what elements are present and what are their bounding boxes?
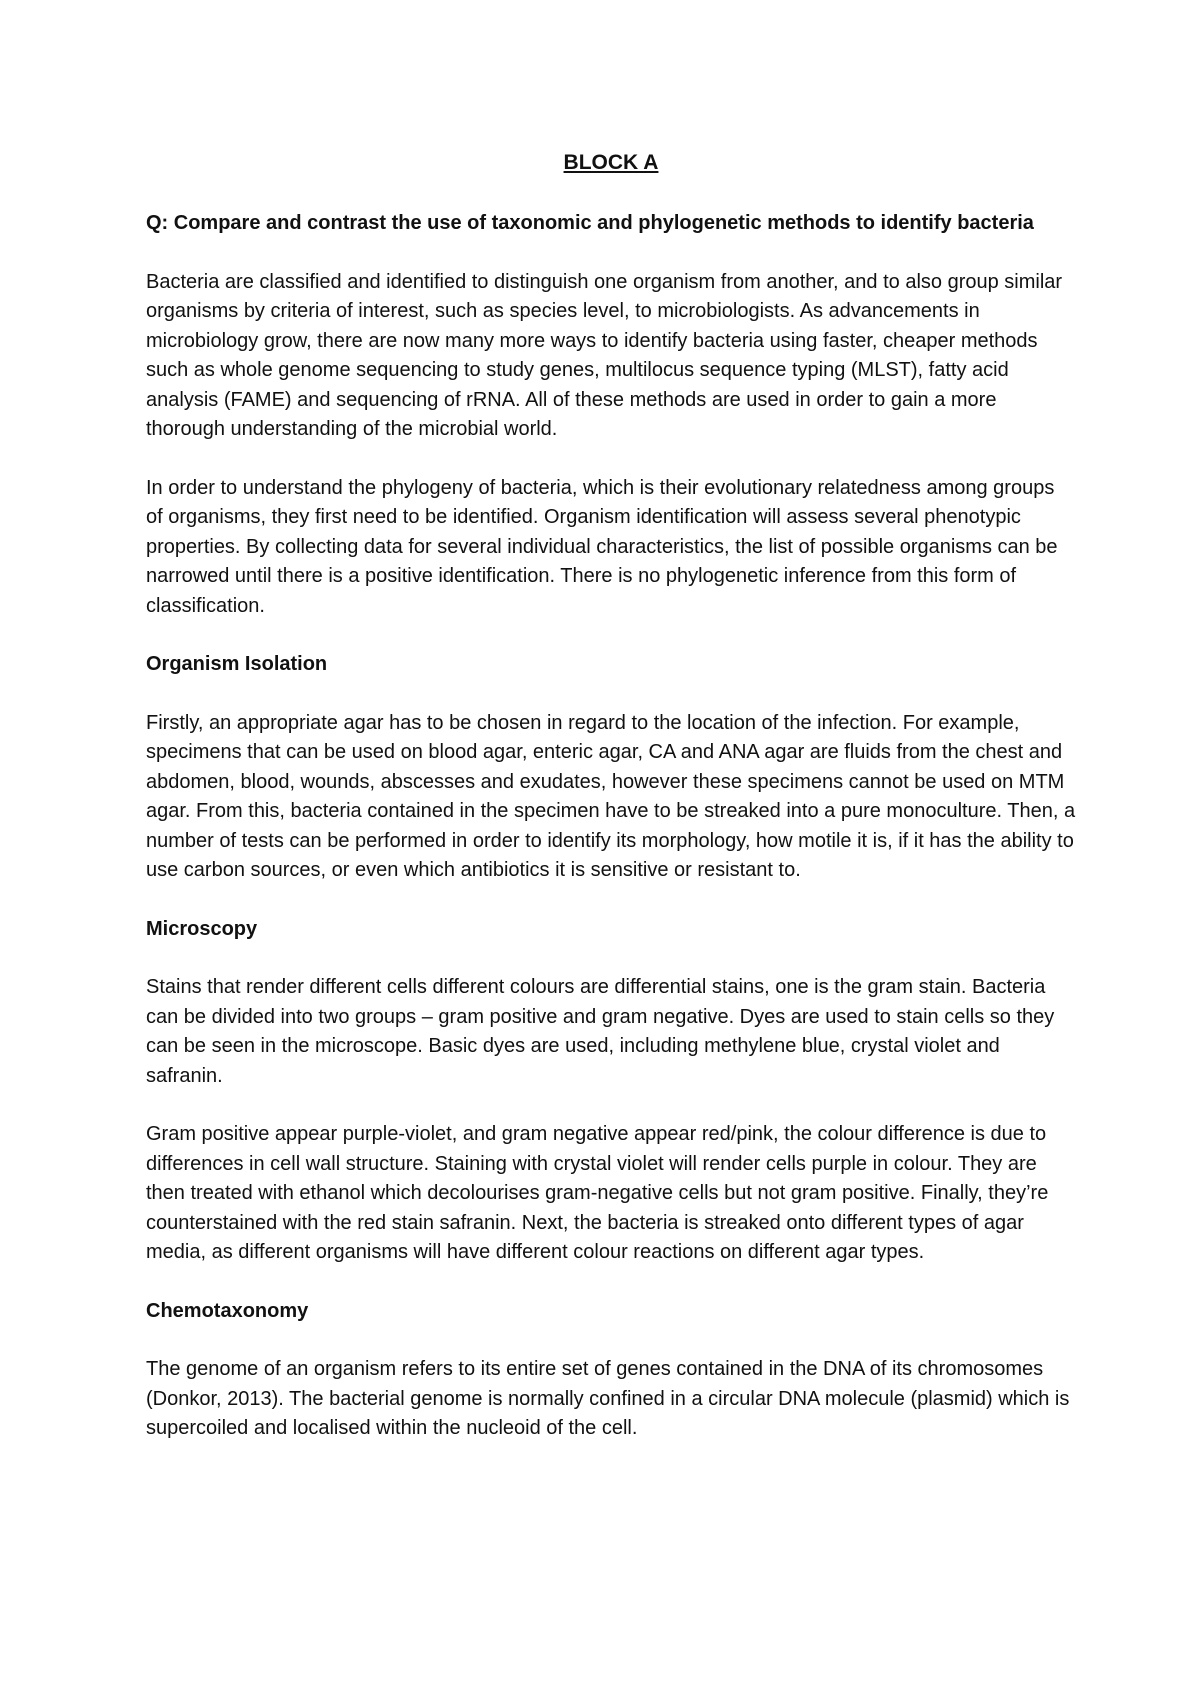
section-heading-chemotaxonomy: Chemotaxonomy <box>146 1299 309 1322</box>
microscopy-paragraph-1: Stains that render different cells different colours are differential stains, one is the gram stain. Bacteria can be divided into two groups – gram positive and gram negative. Dyes are used to stain cells so they can be seen in the microscope. Basic dyes are used, including methylene blue, crystal violet and safranin. <box>146 976 1055 1087</box>
section-heading-microscopy: Microscopy <box>146 917 258 940</box>
document-page <box>146 148 1076 1473</box>
microscopy-paragraph-2: Gram positive appear purple-violet, and gram negative appear red/pink, the colour difference is due to differences in cell wall structure. Staining with crystal violet will render cells purple in colour. They are then treated with ethanol which decolourises gram-negative cells but not gram positive. Finally, they’re counterstained with the red stain safranin. Next, the bacteria is streaked onto different types of agar media, as different organisms will have different colour reactions on different agar types. <box>146 1123 1049 1263</box>
question-heading: Q: Compare and contrast the use of taxonomic and phylogenetic methods to identify bacteria <box>146 212 1034 234</box>
organism-isolation-paragraph: Firstly, an appropriate agar has to be chosen in regard to the location of the infection. For example, specimens that can be used on blood agar, enteric agar, CA and ANA agar are fluids from the chest and abdomen, blood, wounds, abscesses and exudates, however these specimens cannot be used on MTM agar. From this, bacteria contained in the specimen have to be streaked into a pure monoculture. Then, a number of tests can be performed in order to identify its morphology, how motile it is, if it has the ability to use carbon sources, or even which antibiotics it is sensitive or resistant to. <box>146 711 1076 881</box>
intro-paragraph-2: In order to understand the phylogeny of bacteria, which is their evolutionary relatedness among groups of organisms, they first need to be identified. Organism identification will assess several phenotypic properties. By collecting data for several individual characteristics, the list of possible organisms can be narrowed until there is a positive identification. There is no phylogenetic inference from this form of classification. <box>146 476 1058 617</box>
block-title: BLOCK A <box>563 151 659 174</box>
chemotaxonomy-paragraph: The genome of an organism refers to its entire set of genes contained in the DNA of its chromosomes (Donkor, 2013). The bacterial genome is normally confined in a circular DNA molecule (plasmid) which is supercoiled and localised within the nucleoid of the cell. <box>146 1358 1070 1439</box>
intro-paragraph-1: Bacteria are classified and identified to distinguish one organism from another, and to also group similar organisms by criteria of interest, such as species level, to microbiologists. As advancements in microbiology grow, there are now many more ways to identify bacteria using faster, cheaper methods such as whole genome sequencing to study genes, multilocus sequence typing (MLST), fatty acid analysis (FAME) and sequencing of rRNA. All of these methods are used in order to gain a more thorough understanding of the microbial world. <box>146 270 1063 440</box>
section-heading-organism-isolation: Organism Isolation <box>146 653 328 675</box>
